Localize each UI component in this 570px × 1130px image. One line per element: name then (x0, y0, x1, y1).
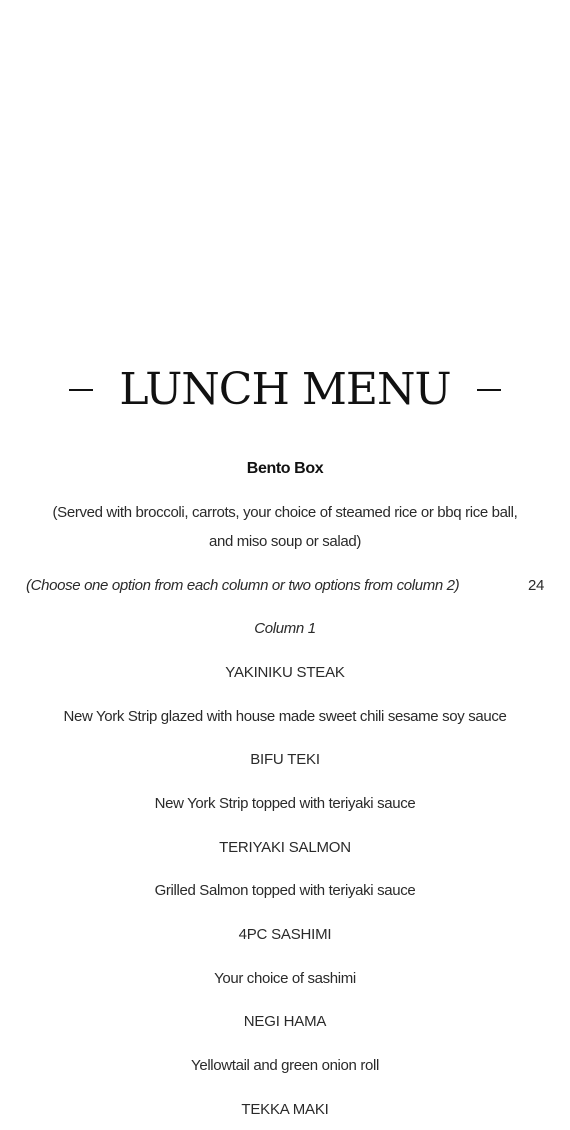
menu-item-name: TERIYAKI SALMON (219, 839, 351, 856)
title-dash-right (477, 389, 501, 391)
section-title: Bento Box (246, 460, 324, 477)
menu-header (0, 362, 570, 418)
instruction-text: (Choose one option from each column or two options from column 2) (26, 577, 460, 594)
section-price: 24 (528, 577, 544, 594)
menu-item-description: Your choice of sashimi (214, 970, 356, 987)
menu-item-description: New York Strip topped with teriyaki sauce (154, 795, 416, 812)
section-description-line-1: (Served with broccoli, carrots, your choice of steamed rice or bbq rice ball, (52, 504, 518, 521)
menu-item-description: Yellowtail and green onion roll (191, 1057, 379, 1074)
section-description-line-2: and miso soup or salad) (208, 533, 362, 550)
menu-item-name: TEKKA MAKI (241, 1101, 329, 1118)
menu-item-description: Grilled Salmon topped with teriyaki sauce (154, 882, 416, 899)
title-dash-left (69, 389, 93, 391)
menu-item-name: YAKINIKU STEAK (225, 664, 345, 681)
page-title: LUNCH MENU (119, 364, 451, 415)
menu-item-name: BIFU TEKI (250, 751, 320, 768)
column-label: Column 1 (254, 620, 316, 637)
menu-item-description: New York Strip glazed with house made sweet chili sesame soy sauce (63, 708, 507, 725)
menu-item-name: 4PC SASHIMI (238, 926, 332, 943)
instruction-row (26, 571, 544, 600)
menu-item-name: NEGI HAMA (243, 1013, 327, 1030)
